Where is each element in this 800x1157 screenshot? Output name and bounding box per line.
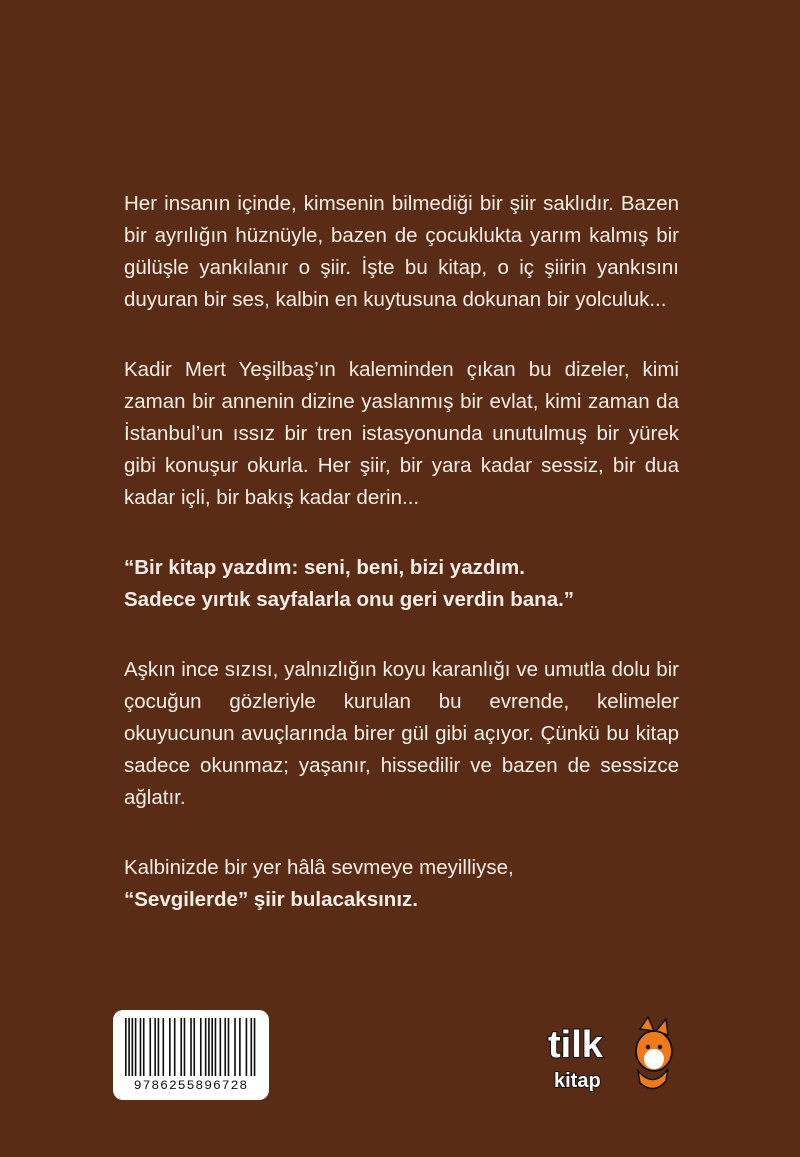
quote-line-1: “Bir kitap yazdım: seni, beni, bizi yazdım.	[124, 556, 525, 579]
barcode-bar	[205, 1018, 207, 1076]
paragraph-intro: Her insanın içinde, kimsenin bilmediği bir şiir saklıdır. Bazen bir ayrılığın hüznüyle, bazen de çocuklukta yarım kalmış bir gülüşle yankılanır o şiir. İşte bu kitap, o iç şiirin yankısını duyuran bir ses, kalbin en kuytusuna dokunan bir yolculuk...	[124, 192, 679, 311]
barcode-bar	[234, 1018, 236, 1076]
barcode-bar	[254, 1018, 256, 1076]
closing-line-1: Kalbinizde bir yer hâlâ sevmeye meyilliyse,	[124, 856, 514, 879]
barcode-bar	[220, 1018, 222, 1076]
publisher-logo	[544, 1015, 674, 1097]
barcode-bar	[140, 1018, 142, 1076]
barcode-bar	[239, 1018, 241, 1076]
logo-text-top	[548, 1024, 604, 1066]
fox-icon	[636, 1017, 672, 1089]
barcode-bar	[184, 1018, 186, 1076]
quote-block	[124, 552, 679, 616]
isbn-number: 9786255896728	[133, 1078, 249, 1093]
barcode-bar	[250, 1018, 252, 1076]
barcode-bars	[123, 1018, 259, 1076]
barcode-bar	[135, 1018, 137, 1076]
barcode-bar	[246, 1018, 248, 1076]
logo-word-tilk: tilk	[548, 1024, 603, 1066]
closing-line-2: “Sevgilerde” şiir bulacaksınız.	[124, 888, 418, 911]
barcode-bar	[128, 1018, 130, 1076]
barcode-bar	[208, 1018, 210, 1076]
paragraph-author: Kadir Mert Yeşilbaş’ın kaleminden çıkan bu dizeler, kimi zaman bir annenin dizine yaslanmış bir evlat, kimi zaman da İstanbul’un ıssız bir tren istasyonunda unutulmuş bir yürek gibi konuşur okurla. Her şiir, bir yara kadar sessiz, bir dua kadar içli, bir bakış kadar derin...	[124, 358, 679, 509]
logo-text-bottom	[554, 1070, 601, 1092]
paragraph-theme: Aşkın ince sızısı, yalnızlığın koyu karanlığı ve umutla dolu bir çocuğun gözleriyle kurulan bu evrende, kelimeler okuyucunun avuçlarında birer gül gibi açıyor. Çünkü bu kitap sadece okunmaz; yaşanır, hissedilir ve bazen de sessizce ağlatır.	[124, 658, 679, 809]
barcode-bar	[143, 1018, 145, 1076]
barcode-bar	[224, 1018, 226, 1076]
barcode-bar	[125, 1018, 127, 1076]
barcode-bar	[190, 1018, 192, 1076]
barcode-bar	[132, 1018, 134, 1076]
barcode-bar	[180, 1018, 182, 1076]
back-cover-text	[124, 188, 679, 916]
barcode-bar	[211, 1018, 213, 1076]
barcode-bar	[158, 1018, 160, 1076]
quote-line-2: Sadece yırtık sayfalarla onu geri verdin bana.”	[124, 588, 575, 611]
barcode-bar	[200, 1018, 202, 1076]
barcode	[113, 1010, 269, 1100]
barcode-bar	[169, 1018, 171, 1076]
barcode-bar	[149, 1018, 151, 1076]
barcode-bar	[228, 1018, 230, 1076]
barcode-bar	[174, 1018, 176, 1076]
closing-block	[124, 852, 679, 916]
barcode-bar	[193, 1018, 195, 1076]
barcode-bar	[154, 1018, 156, 1076]
barcode-bar	[215, 1018, 217, 1076]
barcode-bar	[162, 1018, 164, 1076]
logo-word-kitap: kitap	[554, 1070, 601, 1092]
